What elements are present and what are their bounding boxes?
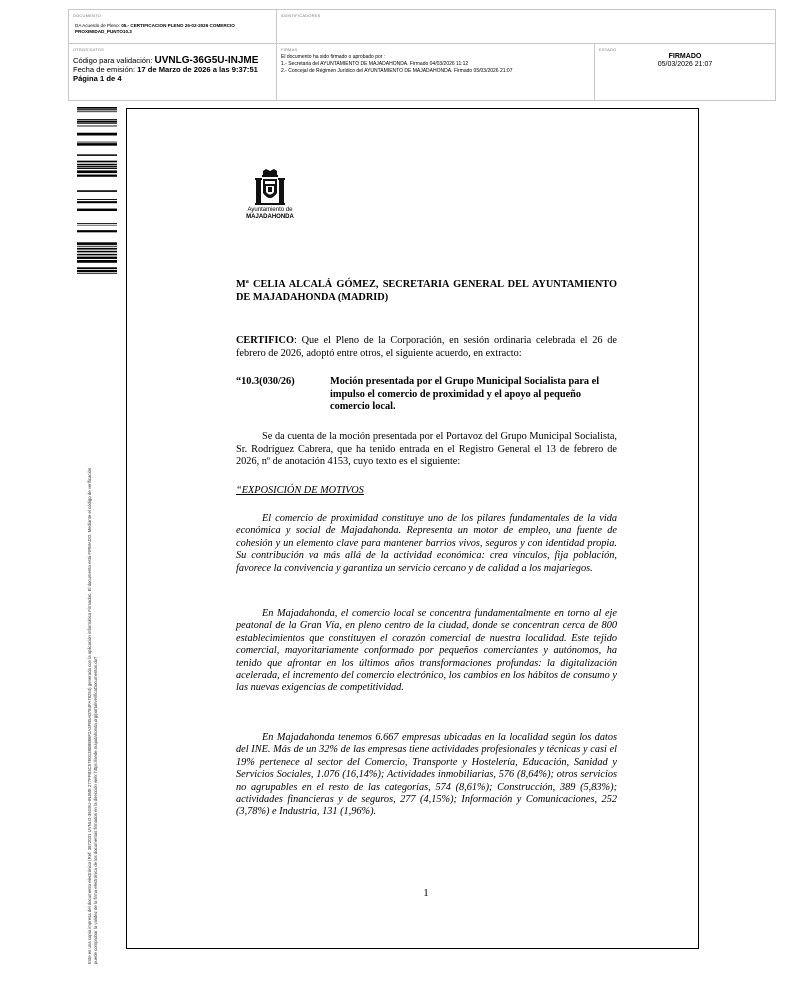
logo-line-2: MAJADAHONDA bbox=[246, 214, 294, 220]
documento-label: DOCUMENTO bbox=[73, 13, 101, 18]
firmas-label: FIRMAS bbox=[281, 47, 298, 52]
page-number: 1 bbox=[423, 887, 429, 899]
codigo-validacion bbox=[73, 56, 272, 65]
barcode-bar bbox=[77, 201, 117, 203]
mocion-number: “10.3(030/26) bbox=[236, 376, 295, 387]
barcode-bar bbox=[77, 154, 117, 156]
barcode-bar bbox=[77, 166, 117, 167]
barcode-bar bbox=[77, 248, 117, 250]
documento-name bbox=[73, 23, 272, 35]
intro-paragraph: Se da cuenta de la moción presentada por el Portavoz del Grupo Municipal Socialista, Sr. Rodríguez Cabrera, que ha tenido entrada en el Registro General el 13 de febrero de 2026, nº de anotación 4153, cuyo texto es el siguiente: bbox=[236, 431, 617, 468]
barcode-bar bbox=[77, 133, 117, 136]
barcode-bar bbox=[77, 109, 117, 110]
otros-datos-cell bbox=[69, 44, 277, 100]
pagina-text: Página 1 de 4 bbox=[73, 74, 122, 83]
secretaria-heading: Mª CELIA ALCALÁ GÓMEZ, SECRETARIA GENERAL DEL AYUNTAMIENTO DE MAJADAHONDA (MADRID) bbox=[236, 279, 617, 303]
barcode-bar bbox=[77, 223, 117, 224]
barcode-bar bbox=[77, 142, 117, 143]
paragraph-3: En Majadahonda tenemos 6.667 empresas ubicadas en la localidad según los datos del INE. Más de un 32% de las empresas tiene actividades profesionales y técnicas y casi el 19% pertenece al sector del Comercio, Transporte y Hostelería, Educación, Sanidad y Servicios Sociales, 1.076 (16,14%); Actividades inmobiliarias, 576 (8,64%); otros servicios no agrupables en el resto de las categorías, 574 (8,61%); Construcción, 389 (5,83%); actividades financieras y de seguros, 277 (4,15%); Información y Comunicaciones, 252 (3,78%) e Industria, 131 (1,96%). bbox=[236, 732, 617, 818]
exposicion-heading: “EXPOSICIÓN DE MOTIVOS bbox=[236, 485, 364, 496]
barcode-bar bbox=[77, 119, 117, 120]
documento-text: DA Acuerdo de Pleno: bbox=[75, 23, 122, 28]
paragraph-1: El comercio de proximidad constituye uno de los pilares fundamentales de la vida económica y social de Majadahonda. Representa un motor de empleo, una fuente de cohesión y un elemento clave para mantener barrios vivos, seguros y con identidad propia. Su contribución va más allá de la actividad económica: crea vínculos, fija población, favorece la convivencia y garantiza un servicio cercano y de calidad a los majariegos. bbox=[236, 513, 617, 574]
barcode-bar bbox=[77, 209, 117, 211]
firma-2: 2.- Concejal de Régimen Jurídico del AYUNTAMIENTO DE MAJADAHONDA. Firmado 05/03/2026 21:07 bbox=[281, 68, 513, 74]
firmas-cell bbox=[277, 44, 595, 100]
fecha-emision bbox=[73, 65, 272, 74]
barcode-bar bbox=[77, 126, 117, 127]
barcode-bar bbox=[77, 257, 117, 259]
codigo-value: UVNLG-36G5U-INJME bbox=[154, 55, 259, 66]
estado-cell bbox=[595, 44, 775, 100]
barcode-bar bbox=[77, 225, 117, 226]
barcode-bar bbox=[77, 170, 117, 173]
otros-datos-label: OTROS DATOS bbox=[73, 47, 104, 52]
barcode-bar bbox=[77, 168, 117, 169]
barcode-bar bbox=[77, 123, 117, 124]
barcode-bar bbox=[77, 230, 117, 232]
barcode-bar bbox=[77, 161, 117, 163]
barcode-bar bbox=[77, 199, 117, 200]
barcode-bar bbox=[77, 260, 117, 263]
certifico-paragraph bbox=[236, 335, 617, 360]
fecha-value: 17 de Marzo de 2026 a las 9:37:51 bbox=[137, 65, 258, 74]
identificadores-cell bbox=[277, 10, 775, 44]
vertical-note-line-2: puede comprobar la validez de la firma electrónica de los documentos firmados en la dirección web: https://sede.majadahonda.org/portal/verificaDocumentos.do? bbox=[93, 656, 98, 964]
logo-line-1: Ayuntamiento de bbox=[247, 207, 293, 213]
estado-value: FIRMADO bbox=[668, 53, 702, 60]
barcode-bar bbox=[77, 267, 117, 269]
estado-fecha: 05/03/2026 21:07 bbox=[657, 61, 713, 68]
barcode-bar bbox=[77, 121, 117, 123]
barcode-bar bbox=[77, 246, 117, 247]
barcode-bar bbox=[77, 251, 117, 253]
fecha-label: Fecha de emisión: bbox=[73, 65, 138, 74]
barcode-bar bbox=[77, 107, 117, 109]
vertical-verification-note bbox=[87, 274, 99, 964]
barcode-bar bbox=[77, 143, 117, 146]
barcode-bar bbox=[77, 254, 117, 256]
certifico-label: CERTIFICO bbox=[236, 335, 294, 346]
barcode-bar bbox=[77, 111, 117, 112]
estado-label: ESTADO bbox=[599, 47, 617, 52]
pagina-indicator bbox=[73, 74, 272, 83]
paragraph-2: En Majadahonda, el comercio local se concentra fundamentalmente en torno al eje peatonal de la Gran Vía, en pleno centro de la ciudad, donde se concentran cerca de 800 establecimientos que constituyen el corazón comercial de nuestra localidad. Este tejido comercial, mayoritariamente conformado por pequeños comerciantes y autónomos, ha tenido que afrontar en los últimos años transformaciones profundas: la digitalización acelerada, el incremento del comercio electrónico, los cambios en los hábitos de consumo y las nuevas exigencias de competitividad. bbox=[236, 608, 617, 694]
coat-of-arms-icon bbox=[253, 169, 287, 207]
documento-bold: 05.- CERTIFICACION PLENO 26-02-2026 COMERCIO PROXIMIDAD_PUNTO10.3 bbox=[75, 23, 235, 34]
codigo-label: Código para validación: bbox=[73, 56, 155, 65]
barcode-bar bbox=[77, 175, 117, 177]
certifico-text: : Que el Pleno de la Corporación, en sesión ordinaria celebrada el 26 de febrero de 2026, adoptó entre otros, el siguiente acuerdo, en extracto: bbox=[236, 335, 617, 359]
ayuntamiento-logo bbox=[238, 169, 302, 235]
mocion-title: Moción presentada por el Grupo Municipal Socialista para el impulso el comercio de proximidad y el apoyo al pequeño comercio local. bbox=[330, 376, 600, 412]
barcode-bar bbox=[77, 190, 117, 192]
documento-cell bbox=[69, 10, 277, 44]
document-header-table bbox=[68, 9, 776, 101]
identificadores-label: IDENTIFICADORES bbox=[281, 13, 321, 18]
barcode-bar bbox=[77, 242, 117, 245]
vertical-note-line-1: Este es una copia impresa del documento electrónico (Ref: 3872031 UVNLG-36G5U-INJME 277FFB3C57E01380B886F2A3FB5A0784FA78254) generada con la aplicación informática Firmadoc. El documento está FIRMADO. Mediante el código de verificación bbox=[87, 467, 92, 964]
firmas-intro: El documento ha sido firmado o aprobado por : bbox=[281, 54, 386, 60]
firma-1: 1.- Secretaria del AYUNTAMIENTO DE MAJADAHONDA. Firmado 04/03/2026 11:12 bbox=[281, 61, 469, 67]
barcode-image bbox=[77, 107, 117, 274]
barcode-bar bbox=[77, 164, 117, 166]
barcode-bar bbox=[77, 270, 117, 272]
